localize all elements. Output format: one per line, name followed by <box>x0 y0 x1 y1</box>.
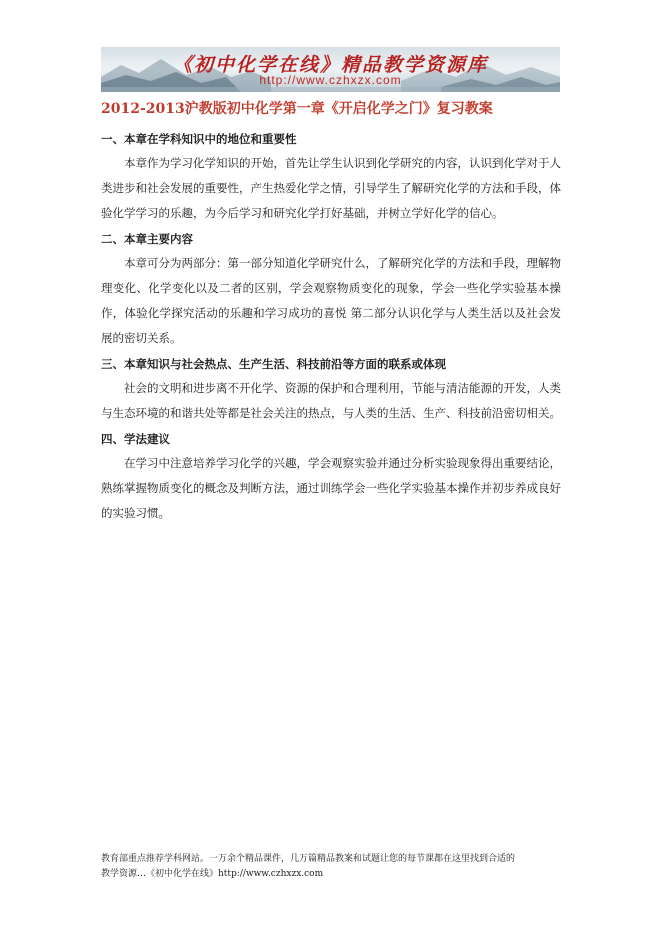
header-banner <box>101 47 560 92</box>
page-footer <box>101 852 566 882</box>
footer-url-link[interactable]: http://www.czhxzx.com <box>218 869 324 879</box>
section-1 <box>101 130 561 226</box>
section-paragraph: 本章可分为两部分：第一部分知道化学研究什么，了解研究化学的方法和手段，理解物理变化、化学变化以及二者的区别，学会观察物质变化的现象，学会一些化学实验基本操作，体验化学探究活动的乐趣和学习成功的喜悦 第二部分认识化学与人类生活以及社会发展的密切关系。 <box>101 256 561 345</box>
section-heading: 三、本章知识与社会热点、生产生活、科技前沿等方面的联系或体现 <box>101 357 446 371</box>
section-heading: 一、本章在学科知识中的地位和重要性 <box>101 132 297 146</box>
section-2 <box>101 230 561 351</box>
banner-url[interactable]: http://www.czhxzx.com <box>259 73 402 87</box>
section-heading: 四、学法建议 <box>101 432 170 446</box>
section-4 <box>101 430 561 526</box>
section-paragraph: 本章作为学习化学知识的开始，首先让学生认识到化学研究的内容，认识到化学对于人类进步和社会发展的重要性，产生热爱化学之情，引导学生了解研究化学的方法和手段，体验化学学习的乐趣，为今后学习和研究化学打好基础，并树立学好化学的信心。 <box>101 156 561 220</box>
section-3 <box>101 355 561 426</box>
section-paragraph: 在学习中注意培养学习化学的兴趣，学会观察实验并通过分析实验现象得出重要结论，熟练掌握物质变化的概念及判断方法，通过训练学会一些化学实验基本操作并初步养成良好的实验习惯。 <box>101 456 561 520</box>
document-body <box>101 130 561 530</box>
section-paragraph: 社会的文明和进步离不开化学、资源的保护和合理利用，节能与清洁能源的开发，人类与生态环境的和谐共处等都是社会关注的热点，与人类的生活、生产、科技前沿密切相关。 <box>101 381 561 420</box>
document-title: 2012-2013沪教版初中化学第一章《开启化学之门》复习教案 <box>101 101 493 117</box>
footer-line-1: 教育部重点推荐学科网站。一万余个精品课件，几万篇精品教案和试题让您的每节课都在这里找到合适的 <box>101 854 516 864</box>
footer-site-name: 教学资源…《初中化学在线》 <box>101 869 219 879</box>
footer-line-2 <box>101 867 566 882</box>
section-heading: 二、本章主要内容 <box>101 232 193 246</box>
banner-title: 《初中化学在线》精品教学资源库 <box>172 54 488 76</box>
